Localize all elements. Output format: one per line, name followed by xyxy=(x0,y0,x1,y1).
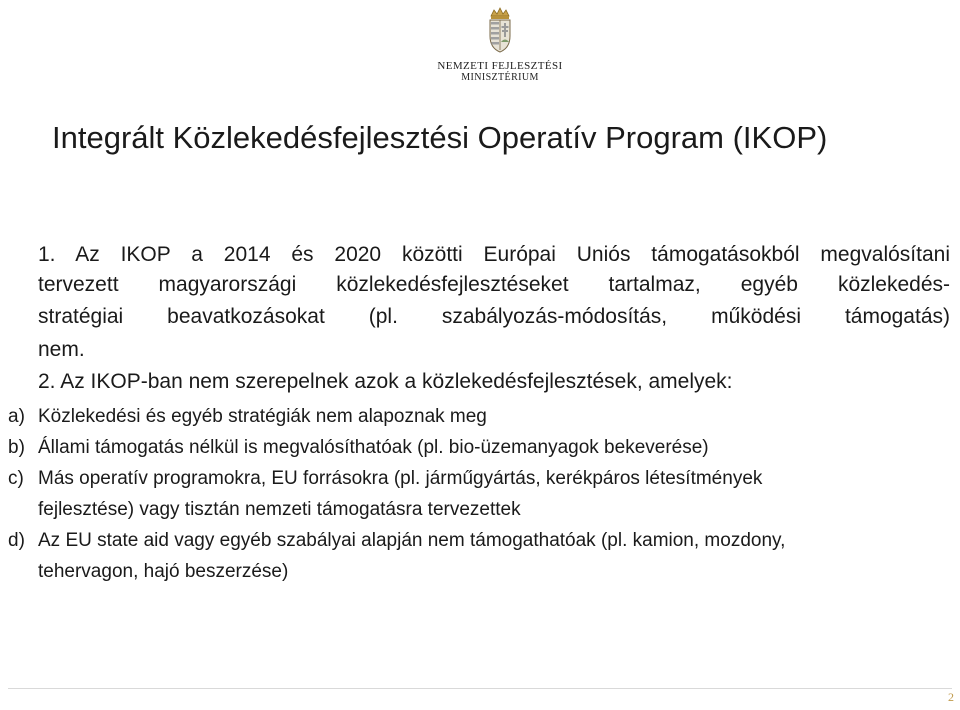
point1-line2: tervezett magyarországi közlekedésfejlesztéseket tartalmaz, egyéb közlekedés- xyxy=(38,273,950,296)
coat-of-arms-icon xyxy=(483,6,517,54)
ministry-logo xyxy=(425,6,575,96)
list-item-letter: b) xyxy=(8,437,25,458)
list-item-letter: c) xyxy=(8,468,24,489)
list-item-text: Más operatív programokra, EU forrásokra (pl. járműgyártás, kerékpáros létesítmények xyxy=(38,468,763,489)
list-item-d-continuation: tehervagon, hajó beszerzése) xyxy=(38,561,289,582)
point2-intro: 2. Az IKOP-ban nem szerepelnek azok a közlekedésfejlesztések, amelyek: xyxy=(38,370,733,393)
list-item-c-continuation: fejlesztése) vagy tisztán nemzeti támogatásra tervezettek xyxy=(38,499,521,520)
list-item-b xyxy=(8,433,709,463)
point1-line1: 1. Az IKOP a 2014 és 2020 közötti Európai Uniós támogatásokból megvalósítani xyxy=(38,243,950,266)
point1-line3: stratégiai beavatkozásokat (pl. szabályozás-módosítás, működési támogatás) xyxy=(38,305,950,328)
list-item-letter: d) xyxy=(8,530,25,551)
list-item-text: Állami támogatás nélkül is megvalósíthatóak (pl. bio-üzemanyagok bekeverése) xyxy=(38,437,709,458)
logo-text-line1: NEMZETI FEJLESZTÉSI xyxy=(437,60,563,72)
list-item-letter: a) xyxy=(8,406,25,427)
footer-divider xyxy=(8,688,952,689)
list-item-text: Az EU state aid vagy egyéb szabályai alapján nem támogathatóak (pl. kamion, mozdony, xyxy=(38,530,786,551)
list-item-text: Közlekedési és egyéb stratégiák nem alapoznak meg xyxy=(38,406,487,427)
page-number: 2 xyxy=(948,690,954,704)
list-item-a xyxy=(8,402,487,432)
list-item-d xyxy=(8,526,785,556)
slide-title: Integrált Közlekedésfejlesztési Operatív Program (IKOP) xyxy=(52,120,828,155)
point1-line4: nem. xyxy=(38,338,85,361)
logo-text-line2: MINISZTÉRIUM xyxy=(461,72,539,83)
list-item-c xyxy=(8,464,952,494)
